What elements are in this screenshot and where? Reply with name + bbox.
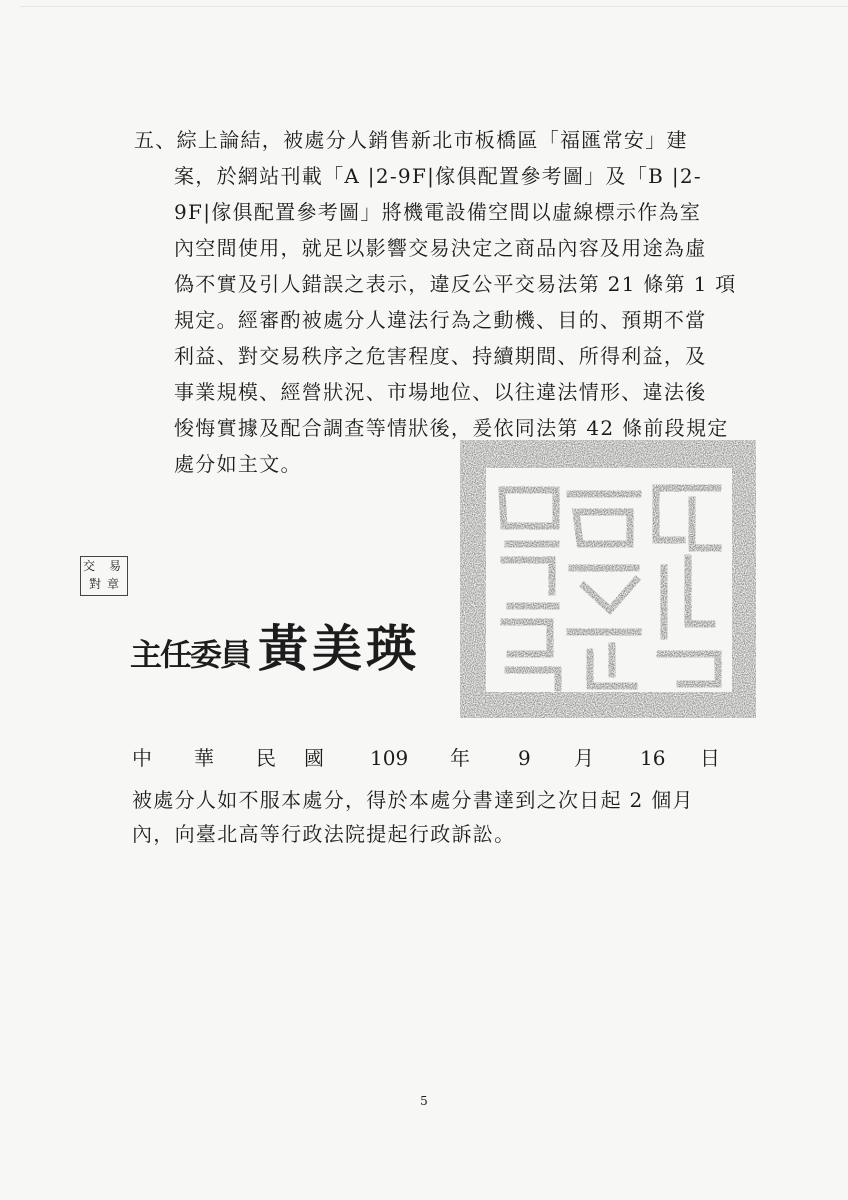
page-number: 5 [420,1094,428,1108]
seal-char: 易 [109,559,122,573]
date-day-unit: 日 [700,746,720,770]
date-month-unit: 月 [574,746,594,770]
decision-date [132,744,722,772]
date-country-char: 華 [194,746,214,770]
date-year: 109 [370,746,409,770]
date-country-char: 國 [304,746,324,770]
signer-name: 黃美瑛 [258,619,421,678]
date-year-unit: 年 [450,746,470,770]
fair-trade-small-seal [80,556,128,596]
date-country-char: 民 [256,746,276,770]
paragraph-line: 內空間使用，就足以影響交易決定之商品內容及用途為虛 [174,236,707,260]
seal-char: 交 [83,559,96,573]
paragraph-line: 利益、對交易秩序之危害程度、持續期間、所得利益，及 [174,344,707,368]
paragraph-line: 9F|傢俱配置參考圖」將機電設備空間以虛線標示作為室 [174,200,702,224]
paragraph-line: 規定。經審酌被處分人違法行為之動機、目的、預期不當 [174,308,707,332]
page-edge [20,6,848,7]
notice-line: 被處分人如不服本處分，得於本處分書達到之次日起 2 個月 [132,788,694,812]
paragraph-line: 悛悔實據及配合調查等情狀後，爰依同法第 42 條前段規定 [174,416,729,440]
date-month: 9 [518,746,531,770]
paragraph-line: 案，於網站刊載「A |2-9F|傢俱配置參考圖」及「B |2- [174,164,702,188]
date-country-char: 中 [132,746,152,770]
paragraph-line: 處分如主文。 [174,452,302,476]
paragraph-line: 五、綜上論結，被處分人銷售新北市板橋區「福匯常安」建 [134,128,688,152]
signer-title: 主任委員 [130,636,251,674]
seal-char: 章 [107,577,120,591]
seal-char: 對 [89,577,102,591]
official-seal-stamp [460,440,756,718]
paragraph-line: 偽不實及引人錯誤之表示，違反公平交易法第 21 條第 1 項 [174,272,737,296]
date-day: 16 [640,746,666,770]
notice-line: 內，向臺北高等行政法院提起行政訴訟。 [132,822,516,846]
signature-block [130,614,420,684]
paragraph-line: 事業規模、經營狀況、市場地位、以往違法情形、違法後 [174,380,707,404]
